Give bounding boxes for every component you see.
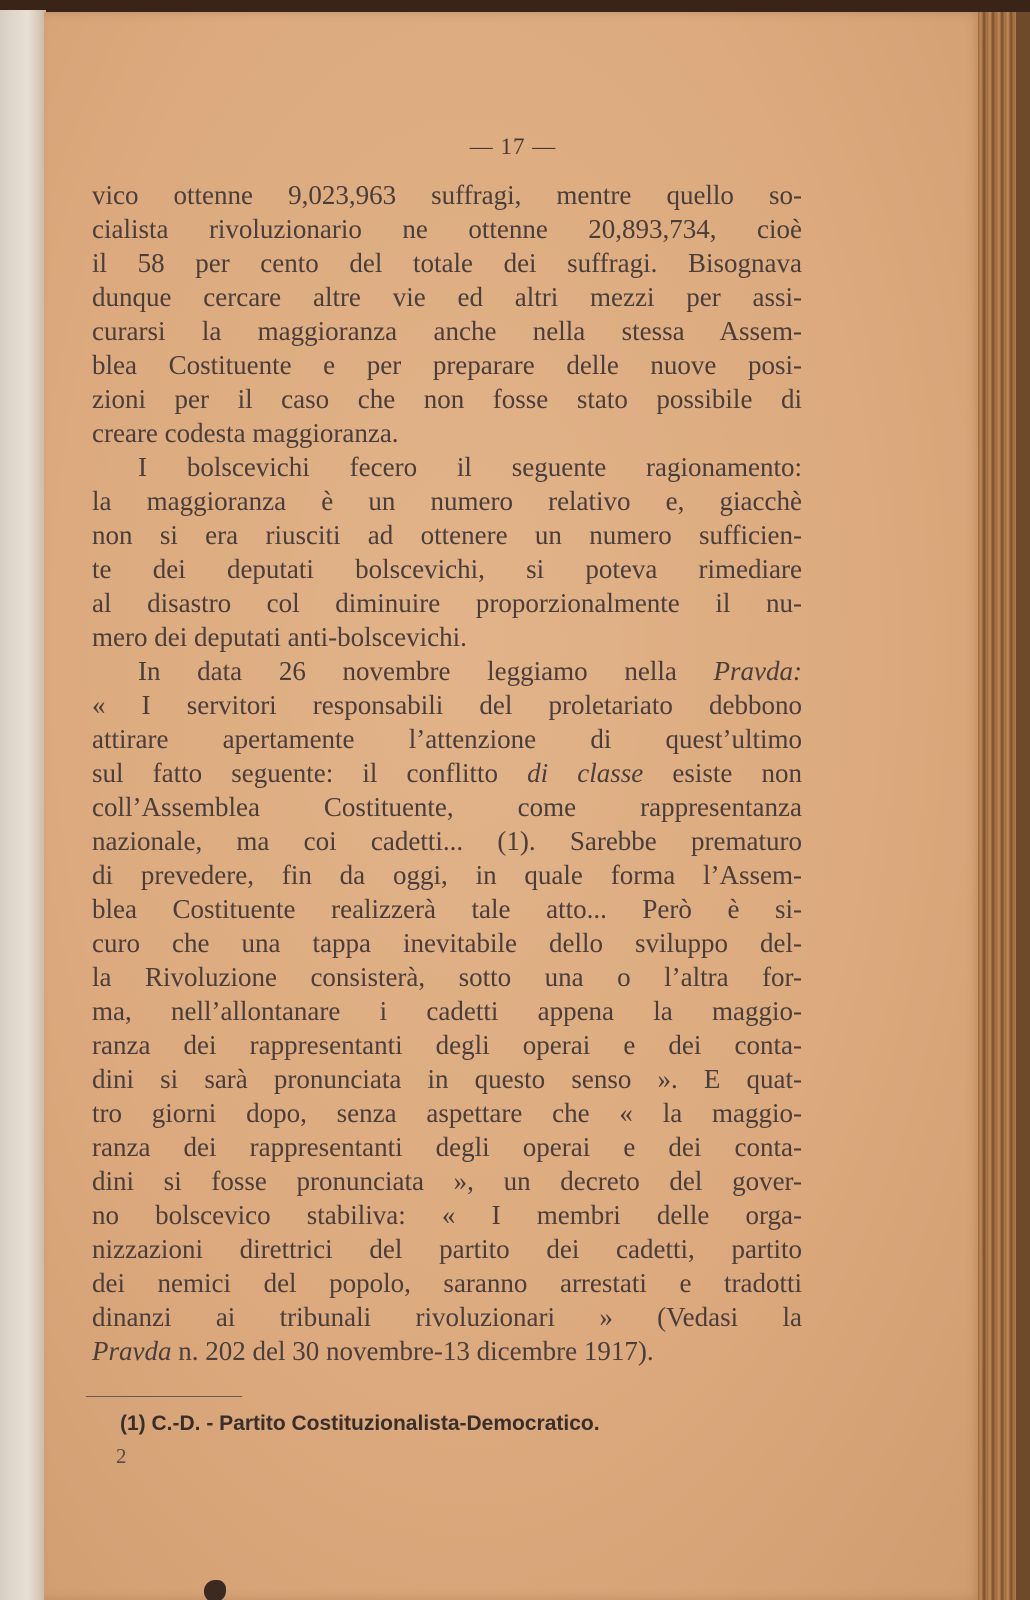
text-segment: In data 26 novembre leggiamo nella [138, 656, 714, 686]
text-line: la Rivoluzione consisterà, sotto una o l’altra for- [92, 962, 802, 992]
text-line: blea Costituente e per preparare delle nuove posi- [92, 350, 802, 380]
previous-page-edge [0, 10, 46, 1600]
text-line: attirare apertamente l’attenzione di quest’ultimo [92, 724, 802, 754]
text-line: ma, nell’allontanare i cadetti appena la maggio- [92, 996, 802, 1026]
text-line: nizzazioni direttrici del partito dei cadetti, partito [92, 1234, 802, 1264]
text-segment: esiste non [643, 758, 802, 788]
text-line: dei nemici del popolo, saranno arrestati e tradotti [92, 1268, 802, 1298]
text-line: blea Costituente realizzerà tale atto... Però è si- [92, 894, 802, 924]
text-line: al disastro col diminuire proporzionalmente il nu- [92, 588, 802, 618]
text-line: « I servitori responsabili del proletariato debbono [92, 690, 802, 720]
italic-pravda: Pravda [92, 1336, 172, 1366]
text-line: creare codesta maggioranza. [92, 418, 399, 448]
text-line: zioni per il caso che non fosse stato possibile di [92, 384, 802, 414]
text-line: dini si fosse pronunciata », un decreto del gover- [92, 1166, 802, 1196]
text-line: curarsi la maggioranza anche nella stessa Assem- [92, 316, 802, 346]
text-line-with-italic [92, 1334, 802, 1368]
text-line: dunque cercare altre vie ed altri mezzi per assi- [92, 282, 802, 312]
text-line: vico ottenne 9,023,963 suffragi, mentre quello so- [92, 180, 802, 210]
footnote-divider [86, 1396, 242, 1397]
page-number: — 17 — [469, 134, 557, 159]
signature-mark: 2 [116, 1444, 127, 1468]
ink-blot [204, 1580, 226, 1600]
text-line: I bolscevichi fecero il seguente ragionamento: [138, 452, 802, 482]
italic-di-classe: di classe [527, 758, 644, 788]
text-line: tro giorni dopo, senza aspettare che « la maggio- [92, 1098, 802, 1128]
text-segment: sul fatto seguente: il conflitto [92, 758, 528, 788]
text-line: non si era riusciti ad ottenere un numero sufficien- [92, 520, 802, 550]
text-line: curo che una tappa inevitabile dello sviluppo del- [92, 928, 802, 958]
book-page [44, 12, 982, 1600]
text-line: ranza dei rappresentanti degli operai e dei conta- [92, 1132, 802, 1162]
italic-pravda: Pravda: [713, 656, 802, 686]
text-line: te dei deputati bolscevichi, si poteva rimediare [92, 554, 802, 584]
text-line: nazionale, ma coi cadetti... (1). Sarebbe prematuro [92, 826, 802, 856]
text-line: coll’Assemblea Costituente, come rappresentanza [92, 792, 802, 822]
text-line: dinanzi ai tribunali rivoluzionari » (Vedasi la [92, 1302, 802, 1332]
text-segment: n. 202 del 30 novembre-13 dicembre 1917). [178, 1336, 654, 1366]
text-line: mero dei deputati anti-bolscevichi. [92, 622, 467, 652]
text-line: il 58 per cento del totale dei suffragi. Bisognava [92, 248, 802, 278]
text-line: di prevedere, fin da oggi, in quale forma l’Assem- [92, 860, 802, 890]
text-line: ranza dei rappresentanti degli operai e dei conta- [92, 1030, 802, 1060]
book-spine [978, 12, 1030, 1600]
text-line: la maggioranza è un numero relativo e, giacchè [92, 486, 802, 516]
text-line: dini si sarà pronunciata in questo senso ». E quat- [92, 1064, 802, 1094]
footnote: (1) C.-D. - Partito Costituzionalista-Democratico. [120, 1412, 600, 1435]
text-line: no bolscevico stabiliva: « I membri delle orga- [92, 1200, 802, 1230]
text-line-with-italic [92, 654, 802, 688]
body-text [92, 178, 802, 1368]
text-line-with-italic [92, 756, 802, 790]
text-line: cialista rivoluzionario ne ottenne 20,893,734, cioè [92, 214, 802, 244]
